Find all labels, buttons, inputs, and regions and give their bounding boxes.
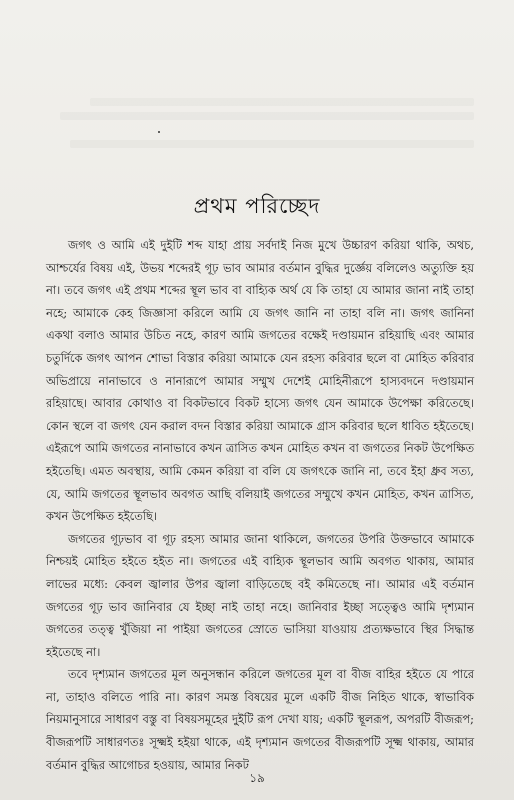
body-text bbox=[46, 234, 474, 776]
show-through-header bbox=[0, 64, 514, 78]
show-through-line bbox=[70, 140, 474, 148]
show-through-line bbox=[90, 98, 474, 106]
chapter-title: প্রথম পরিচ্ছেদ bbox=[193, 194, 321, 218]
show-through-line bbox=[60, 112, 474, 120]
paragraph-2: জগতের গূঢ়ভাব বা গূঢ় রহস্য আমার জানা থাকিলে, জগতের উপরি উক্তভাবে আমাকে নিশ্চয়ই মোহিত হইতে হইত না। জগতের এই বাহ্যিক স্থূলভাব আমি অবগত থাকায়, আমার লাভের মধ্যে: কেবল জ্বালার উপর জ্বালা বাড়িতেছে বই কমিতেছে না। আমার এই বর্তমান জগতের গূঢ় ভাব জানিবার যে ইচ্ছা নাই তাহা নহে। জানিবার ইচ্ছা সত্ত্বেও আমি দৃশ্যমান জগতের তত্ত্ব খুঁজিয়া না পাইয়া জগতের স্রোতে ভাসিয়া যাওয়ায় প্রত্যক্ষভাবে স্থির সিদ্ধান্ত হইতেছে না। bbox=[46, 531, 474, 659]
paragraph-3: তবে দৃশ্যমান জগতের মূল অনুসন্ধান করিলে জগতের মূল বা বীজ বাহির হইতে যে পারে না, তাহাও বলিতে পারি না। কারণ সমস্ত বিষয়ের মূলে একটি বীজ নিহিত থাকে, স্বাভাবিক নিয়মানুসারে সাধারণ বস্তু বা বিষয়সমূহের দুইটি রূপ দেখা যায়; একটি স্থূলরূপ, অপরটি বীজরূপ; বীজরূপটি সাধারণতঃ সূক্ষ্মই হইয়া থাকে, এই দৃশ্যমান জগতের বীজরূপটি সূক্ষ্ম থাকায়, আমার বর্তমান বুদ্ধির আগোচর হওয়ায়, আমার নিকট bbox=[46, 667, 474, 772]
paragraph-1: জগৎ ও আমি এই দুইটি শব্দ যাহা প্রায় সর্বদাই নিজ মুখে উচ্চারণ করিয়া থাকি, অথচ, আশ্চর্যের বিষয় এই, উভয় শব্দেরই গূঢ় ভাব আমার বর্তমান বুদ্ধির দুর্জ্ঞেয় বলিলেও অত্যুক্তি হয় না। তবে জগৎ এই প্রথম শব্দের স্থূল ভাব বা বাহ্যিক অর্থ যে কি তাহা যে আমার জানা নাই তাহা নহে; আমাকে কেহ জিজ্ঞাসা করিলে আমি যে জগৎ জানি না তাহা বলি না। জগৎ জানিনা একথা বলাও আমার উচিত নহে, কারণ আমি জগতের বক্ষেই দণ্ডায়মান রহিয়াছি এবং আমার চতুর্দিকে জগৎ আপন শোভা বিস্তার করিয়া আমাকে যেন রহস্য করিবার ছলে বা মোহিত করিবার অভিপ্রায়ে নানাভাবে ও নানারূপে আমার সম্মুখ দেশেই মোহিনীরূপে হাস্যবদনে দণ্ডায়মান রহিয়াছে। আবার কোথাও বা বিকটভাবে বিকট হাস্যে জগৎ যেন আমাকে উপেক্ষা করিতেছে। কোন স্থলে বা জগৎ যেন করাল বদন বিস্তার করিয়া আমাকে গ্রাস করিবার ছলে ধাবিত হইতেছে। এইরূপে আমি জগতের নানাভাবে কখন ত্রাসিত কখন মোহিত কখন বা জগতের নিকট উপেক্ষিত হইতেছি। এমত অবস্থায়, আমি কেমন করিয়া বা বলি যে জগৎকে জানি না, তবে ইহা ধ্রুব সত্য, যে, আমি জগতের স্থূলভাব অবগত আছি বলিয়াই জগতের সম্মুখে কখন মোহিত, কখন ত্রাসিত, কখন উপেক্ষিত হইতেছি। bbox=[46, 238, 474, 524]
ink-speck bbox=[158, 131, 160, 133]
page-number: ১৯ bbox=[249, 771, 265, 785]
